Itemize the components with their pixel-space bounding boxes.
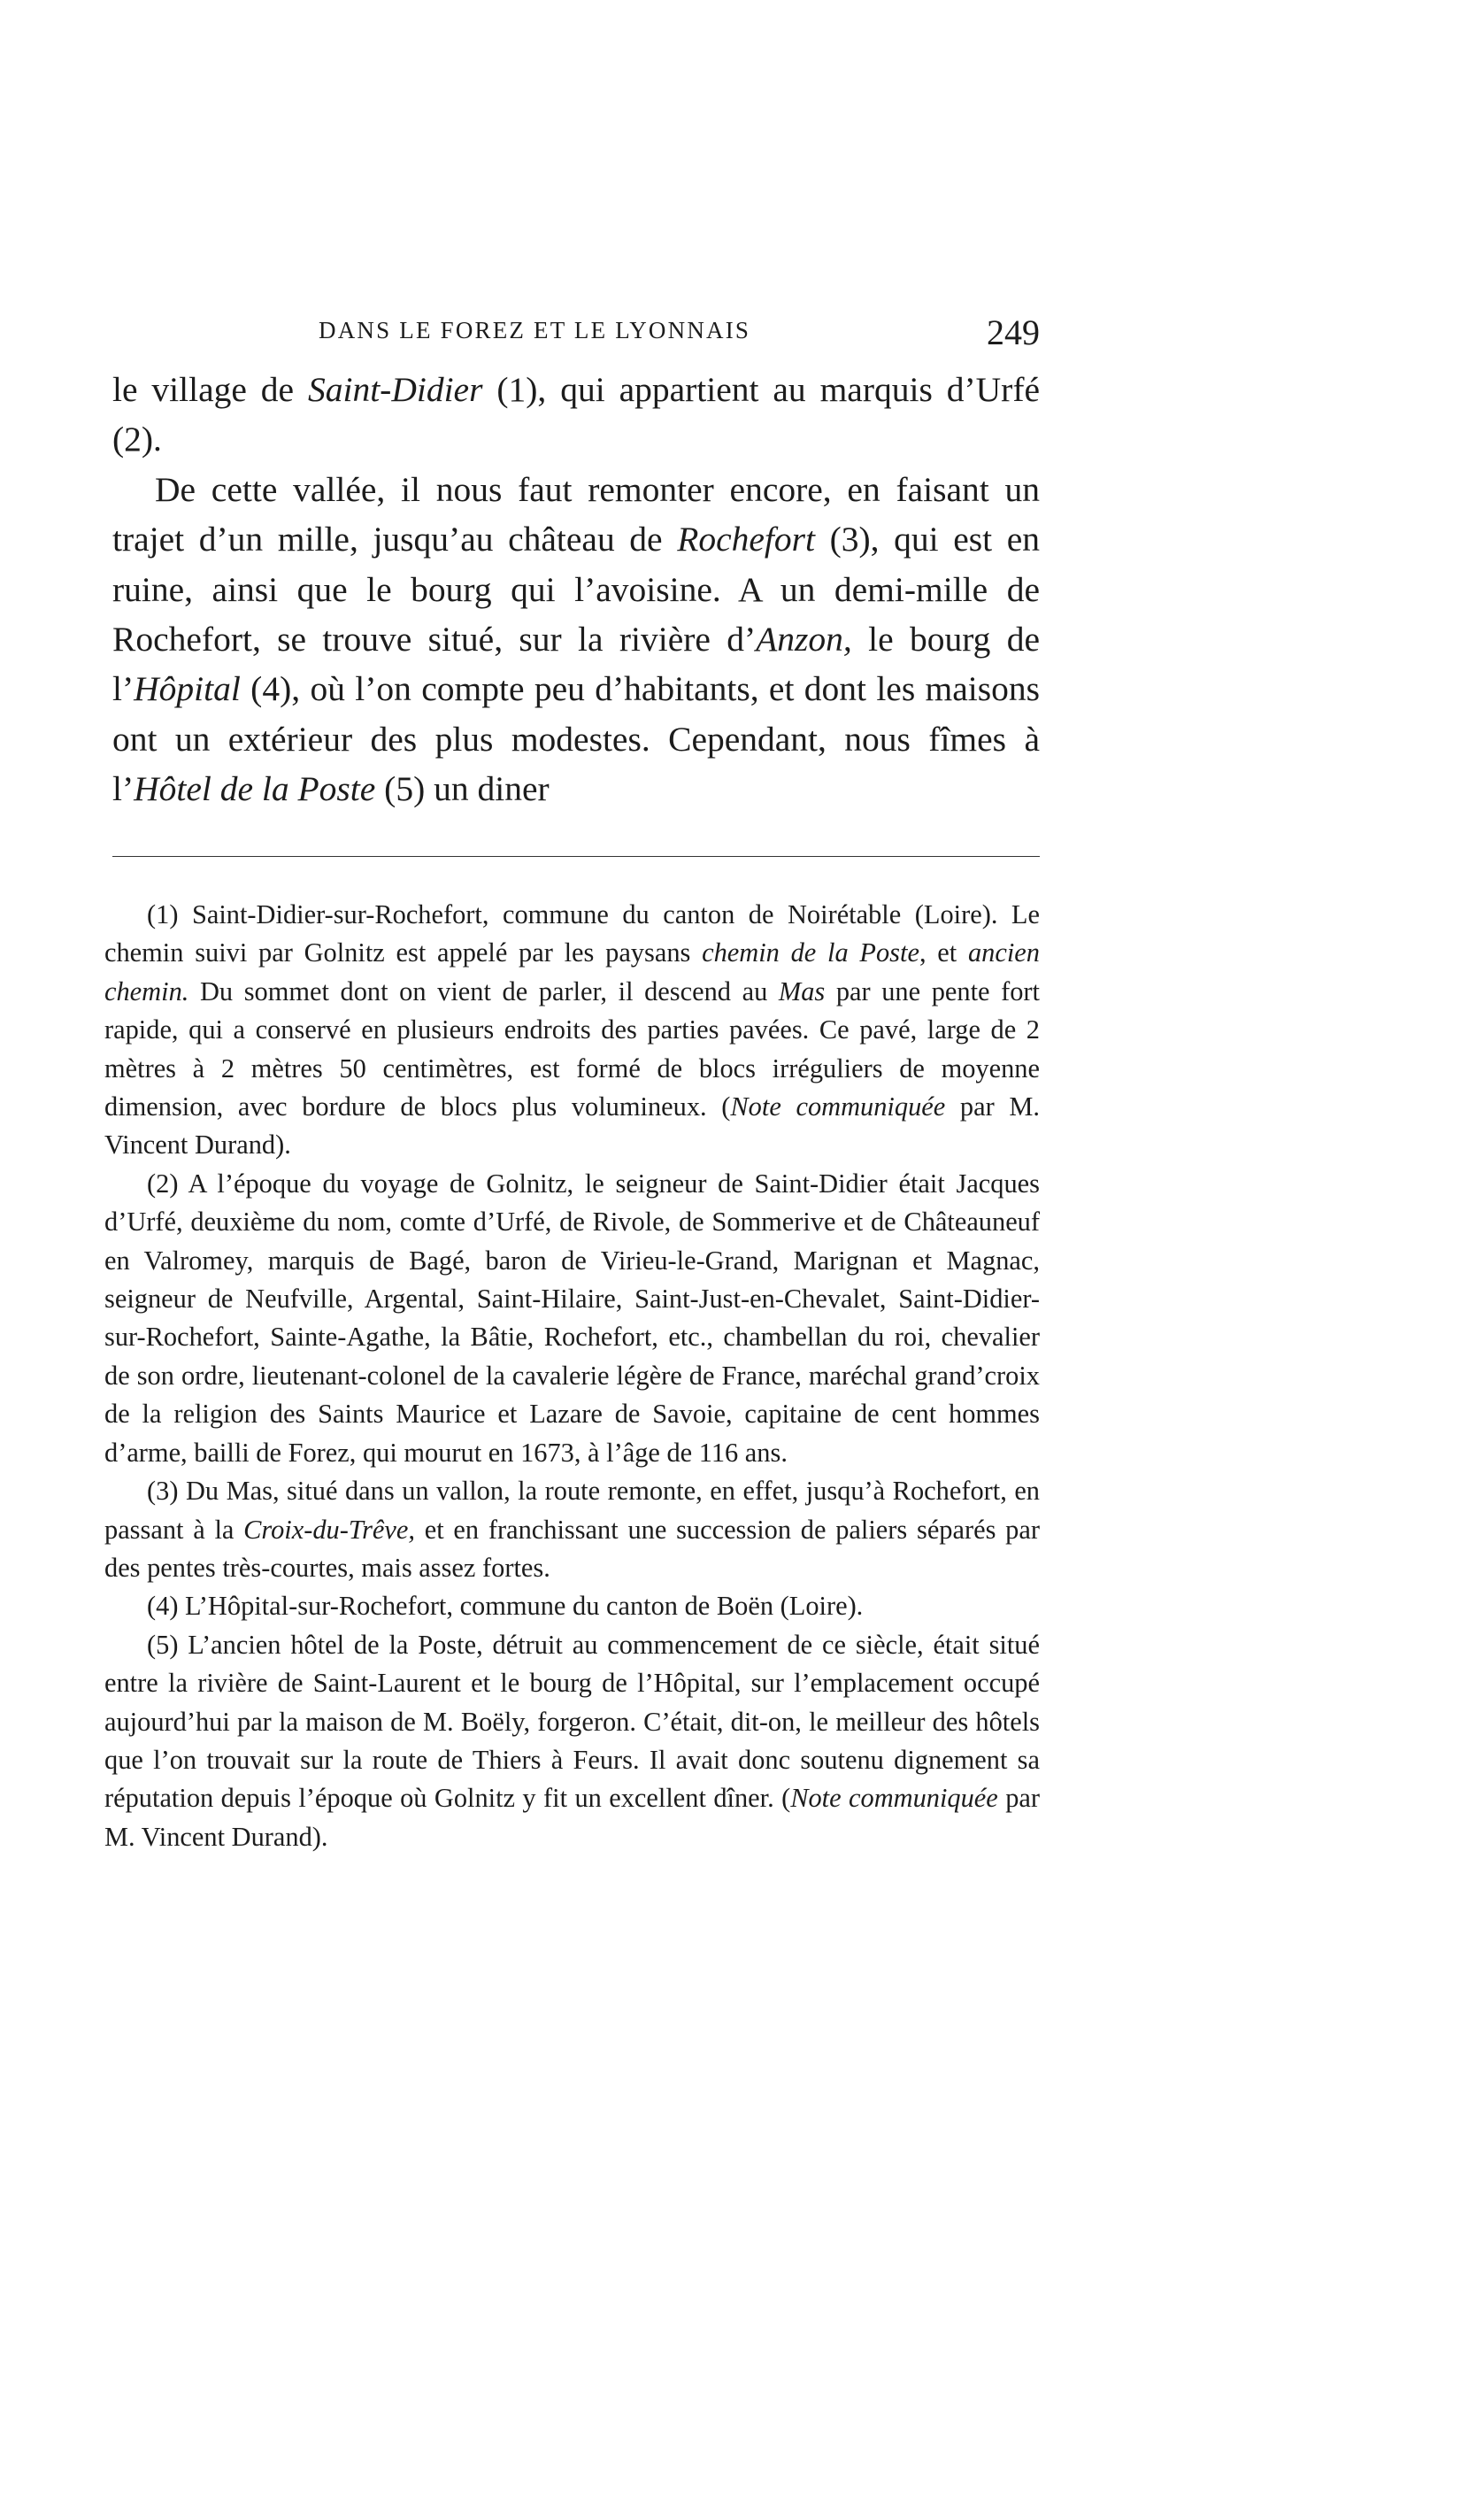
- text-run: (4), où l’on compte peu d’habitants, et dont les maisons ont un extérieur des plus modestes. Cependant, nous fîmes à l’: [112, 669, 1040, 809]
- text-run: Du sommet dont on vient de parler, il descend au: [188, 976, 779, 1006]
- italic-run: Note communiquée: [790, 1783, 998, 1814]
- italic-run: chemin de la Poste: [702, 937, 919, 968]
- text-run: par M. Vincent Durand).: [104, 1783, 1041, 1852]
- footnote-divider: [112, 856, 1040, 857]
- text-run: (5) L’ancien hôtel de la Poste, détruit au commencement de ce siècle, était situé entre la rivière de Saint-Laurent et le bourg de l’Hôpital, sur l’emplacement occupé aujourd’hui par la maison de M. Boëly, forgeron. C’était, dit-on, le meilleur des hôtels que l’on trouvait sur la route de Thiers à Feurs. Il avait donc soutenu dignement sa réputation depuis l’époque où Golnitz y fit un excellent dîner. (: [104, 1629, 1040, 1814]
- text-run: par une pente fort rapide, qui a conservé en plusieurs endroits des parties pavées. Ce pavé, large de 2 mètres à 2 mètres 50 centimètres, est formé de blocs irréguliers de moyenne dimension, avec bordure de blocs plus volumineux. (: [104, 976, 1040, 1122]
- italic-run: Hôtel de la Poste: [134, 769, 376, 809]
- text-run: , et: [919, 937, 968, 968]
- footnote-5: [104, 1626, 1040, 1856]
- text-run: (4) L’Hôpital-sur-Rochefort, commune du canton de Boën (Loire).: [147, 1591, 864, 1622]
- text-run: (3), qui est en ruine, ainsi que le bourg qui l’avoisine. A un demi-mille de Rochefort, se trouve situé, sur la rivière d’: [112, 520, 1040, 659]
- running-title: DANS LE FOREZ ET LE LYONNAIS: [319, 317, 751, 343]
- footnotes: [104, 896, 1040, 1856]
- italic-run: Anzon,: [756, 620, 852, 659]
- text-run: le bourg de l’: [112, 620, 1040, 709]
- text-run: et en franchissant une succession de paliers séparés par des pentes très-courtes, mais assez fortes.: [104, 1514, 1040, 1583]
- footnote-3: [104, 1472, 1040, 1587]
- footnote-1: [104, 896, 1040, 1165]
- text-run: De cette vallée, il nous faut remonter encore, en faisant un trajet d’un mille, jusqu’au château de: [112, 469, 1040, 559]
- italic-run: ancien chemin.: [104, 937, 1040, 1006]
- text-run: (5) un diner: [375, 769, 550, 809]
- text-run: (2) A l’époque du voyage de Golnitz, le seigneur de Saint-Didier était Jacques d’Urfé, deuxième du nom, comte d’Urfé, de Rivole, de Sommerive et de Châteauneuf en Valromey, marquis de Bagé, baron de Virieu-le-Grand, Marignan et Magnac, seigneur de Neufville, Argental, Saint-Hilaire, Saint-Just-en-Chevalet, Saint-Didier-sur-Rochefort, Sainte-Agathe, la Bâtie, Rochefort, etc., chambellan du roi, chevalier de son ordre, lieutenant-colonel de la cavalerie légère de France, maréchal grand’croix de la religion des Saints Maurice et Lazare de Savoie, capitaine de cent hommes d’arme, bailli de Forez, qui mourut en 1673, à l’âge de 116 ans.: [104, 1168, 1040, 1468]
- text-run: (1), qui appartient au marquis d’Urfé (2).: [112, 370, 1041, 459]
- paragraph-1: [112, 365, 1040, 465]
- italic-run: Rochefort: [677, 520, 815, 559]
- italic-run: Note communiquée: [730, 1091, 946, 1122]
- page-number: 249: [987, 312, 1040, 352]
- paragraph-2: [112, 465, 1040, 814]
- text-run: (1) Saint-Didier-sur-Rochefort, commune du canton de Noirétable (Loire). Le chemin suivi par Golnitz est appelé par les paysans: [104, 899, 1040, 968]
- text-run: le village de: [112, 370, 308, 409]
- text-run: par M. Vincent Durand).: [104, 1091, 1040, 1161]
- footnote-2: [104, 1165, 1040, 1472]
- page-header: [319, 312, 1040, 356]
- italic-run: Hôpital: [134, 669, 241, 709]
- main-text: [112, 365, 1040, 814]
- footnote-4: [104, 1587, 1040, 1625]
- italic-run: Croix-du-Trêve,: [243, 1514, 415, 1545]
- italic-run: Mas: [778, 976, 826, 1006]
- italic-run: Saint-Didier: [307, 370, 483, 409]
- text-run: (3) Du Mas, situé dans un vallon, la route remonte, en effet, jusqu’à Rochefort, en passant à la: [104, 1476, 1040, 1545]
